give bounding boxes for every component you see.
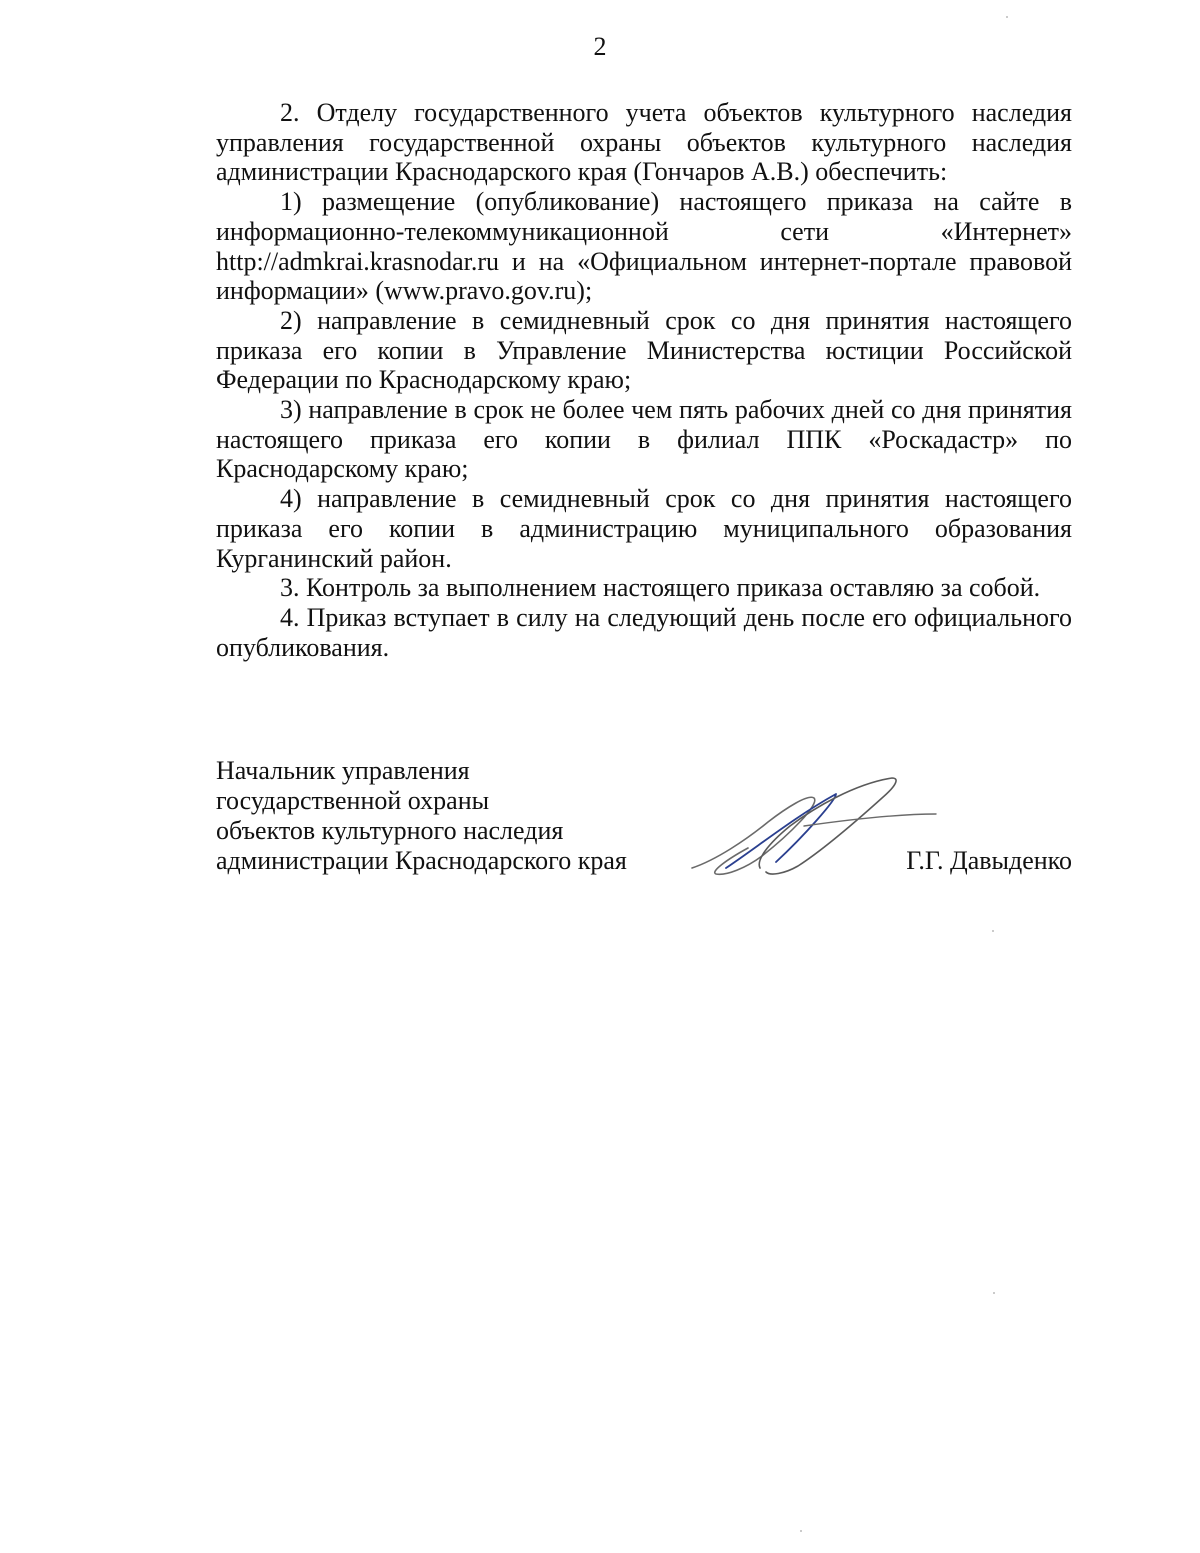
paragraph-2: 2. Отделу государственного учета объектов культурного наследия управления государственной охраны объектов культурного наследия администрации Краснодарского края (Гончаров А.В.) обеспечить: xyxy=(216,98,1072,187)
signature-stroke xyxy=(692,797,815,874)
signature-stroke xyxy=(726,794,836,868)
signatory-name: Г.Г. Давыденко xyxy=(906,846,1072,875)
signature-stroke xyxy=(804,814,936,826)
scan-speck xyxy=(993,1292,995,1294)
scan-speck xyxy=(992,930,994,932)
paragraph-4: 4. Приказ вступает в силу на следующий день после его официального опубликования. xyxy=(216,602,1072,662)
page-number: 2 xyxy=(593,32,607,61)
order-body xyxy=(216,98,1072,662)
paragraph-2-item-3: 3) направление в срок не более чем пять рабочих дней со дня принятия настоящего приказа его копии в филиал ППК «Роскадастр» по Краснодарскому краю; xyxy=(216,395,1072,484)
scan-speck xyxy=(1006,16,1008,18)
signatory-position-line: администрации Краснодарского края xyxy=(216,846,627,875)
scan-speck xyxy=(800,1530,802,1532)
signature-block xyxy=(216,756,1072,896)
paragraph-2-item-1: 1) размещение (опубликование) настоящего приказа на сайте в информационно-телекоммуникационной сети «Интернет» http://admkrai.krasnodar.ru и на «Официальном интернет-портале правовой информации» (www.pravo.gov.ru); xyxy=(216,187,1072,306)
paragraph-3: 3. Контроль за выполнением настоящего приказа оставляю за собой. xyxy=(280,573,1041,603)
paragraph-2-item-2: 2) направление в семидневный срок со дня принятия настоящего приказа его копии в Управление Министерства юстиции Российской Федерации по Краснодарскому краю; xyxy=(216,305,1072,395)
signatory-position-line: государственной охраны xyxy=(216,786,490,815)
signatory-position xyxy=(216,756,627,876)
paragraph-2-item-4: 4) направление в семидневный срок со дня принятия настоящего приказа его копии в администрацию муниципального образования Курганинский район. xyxy=(216,484,1072,573)
signatory-position-line: объектов культурного наследия xyxy=(216,816,564,845)
signatory-position-line: Начальник управления xyxy=(216,756,470,785)
